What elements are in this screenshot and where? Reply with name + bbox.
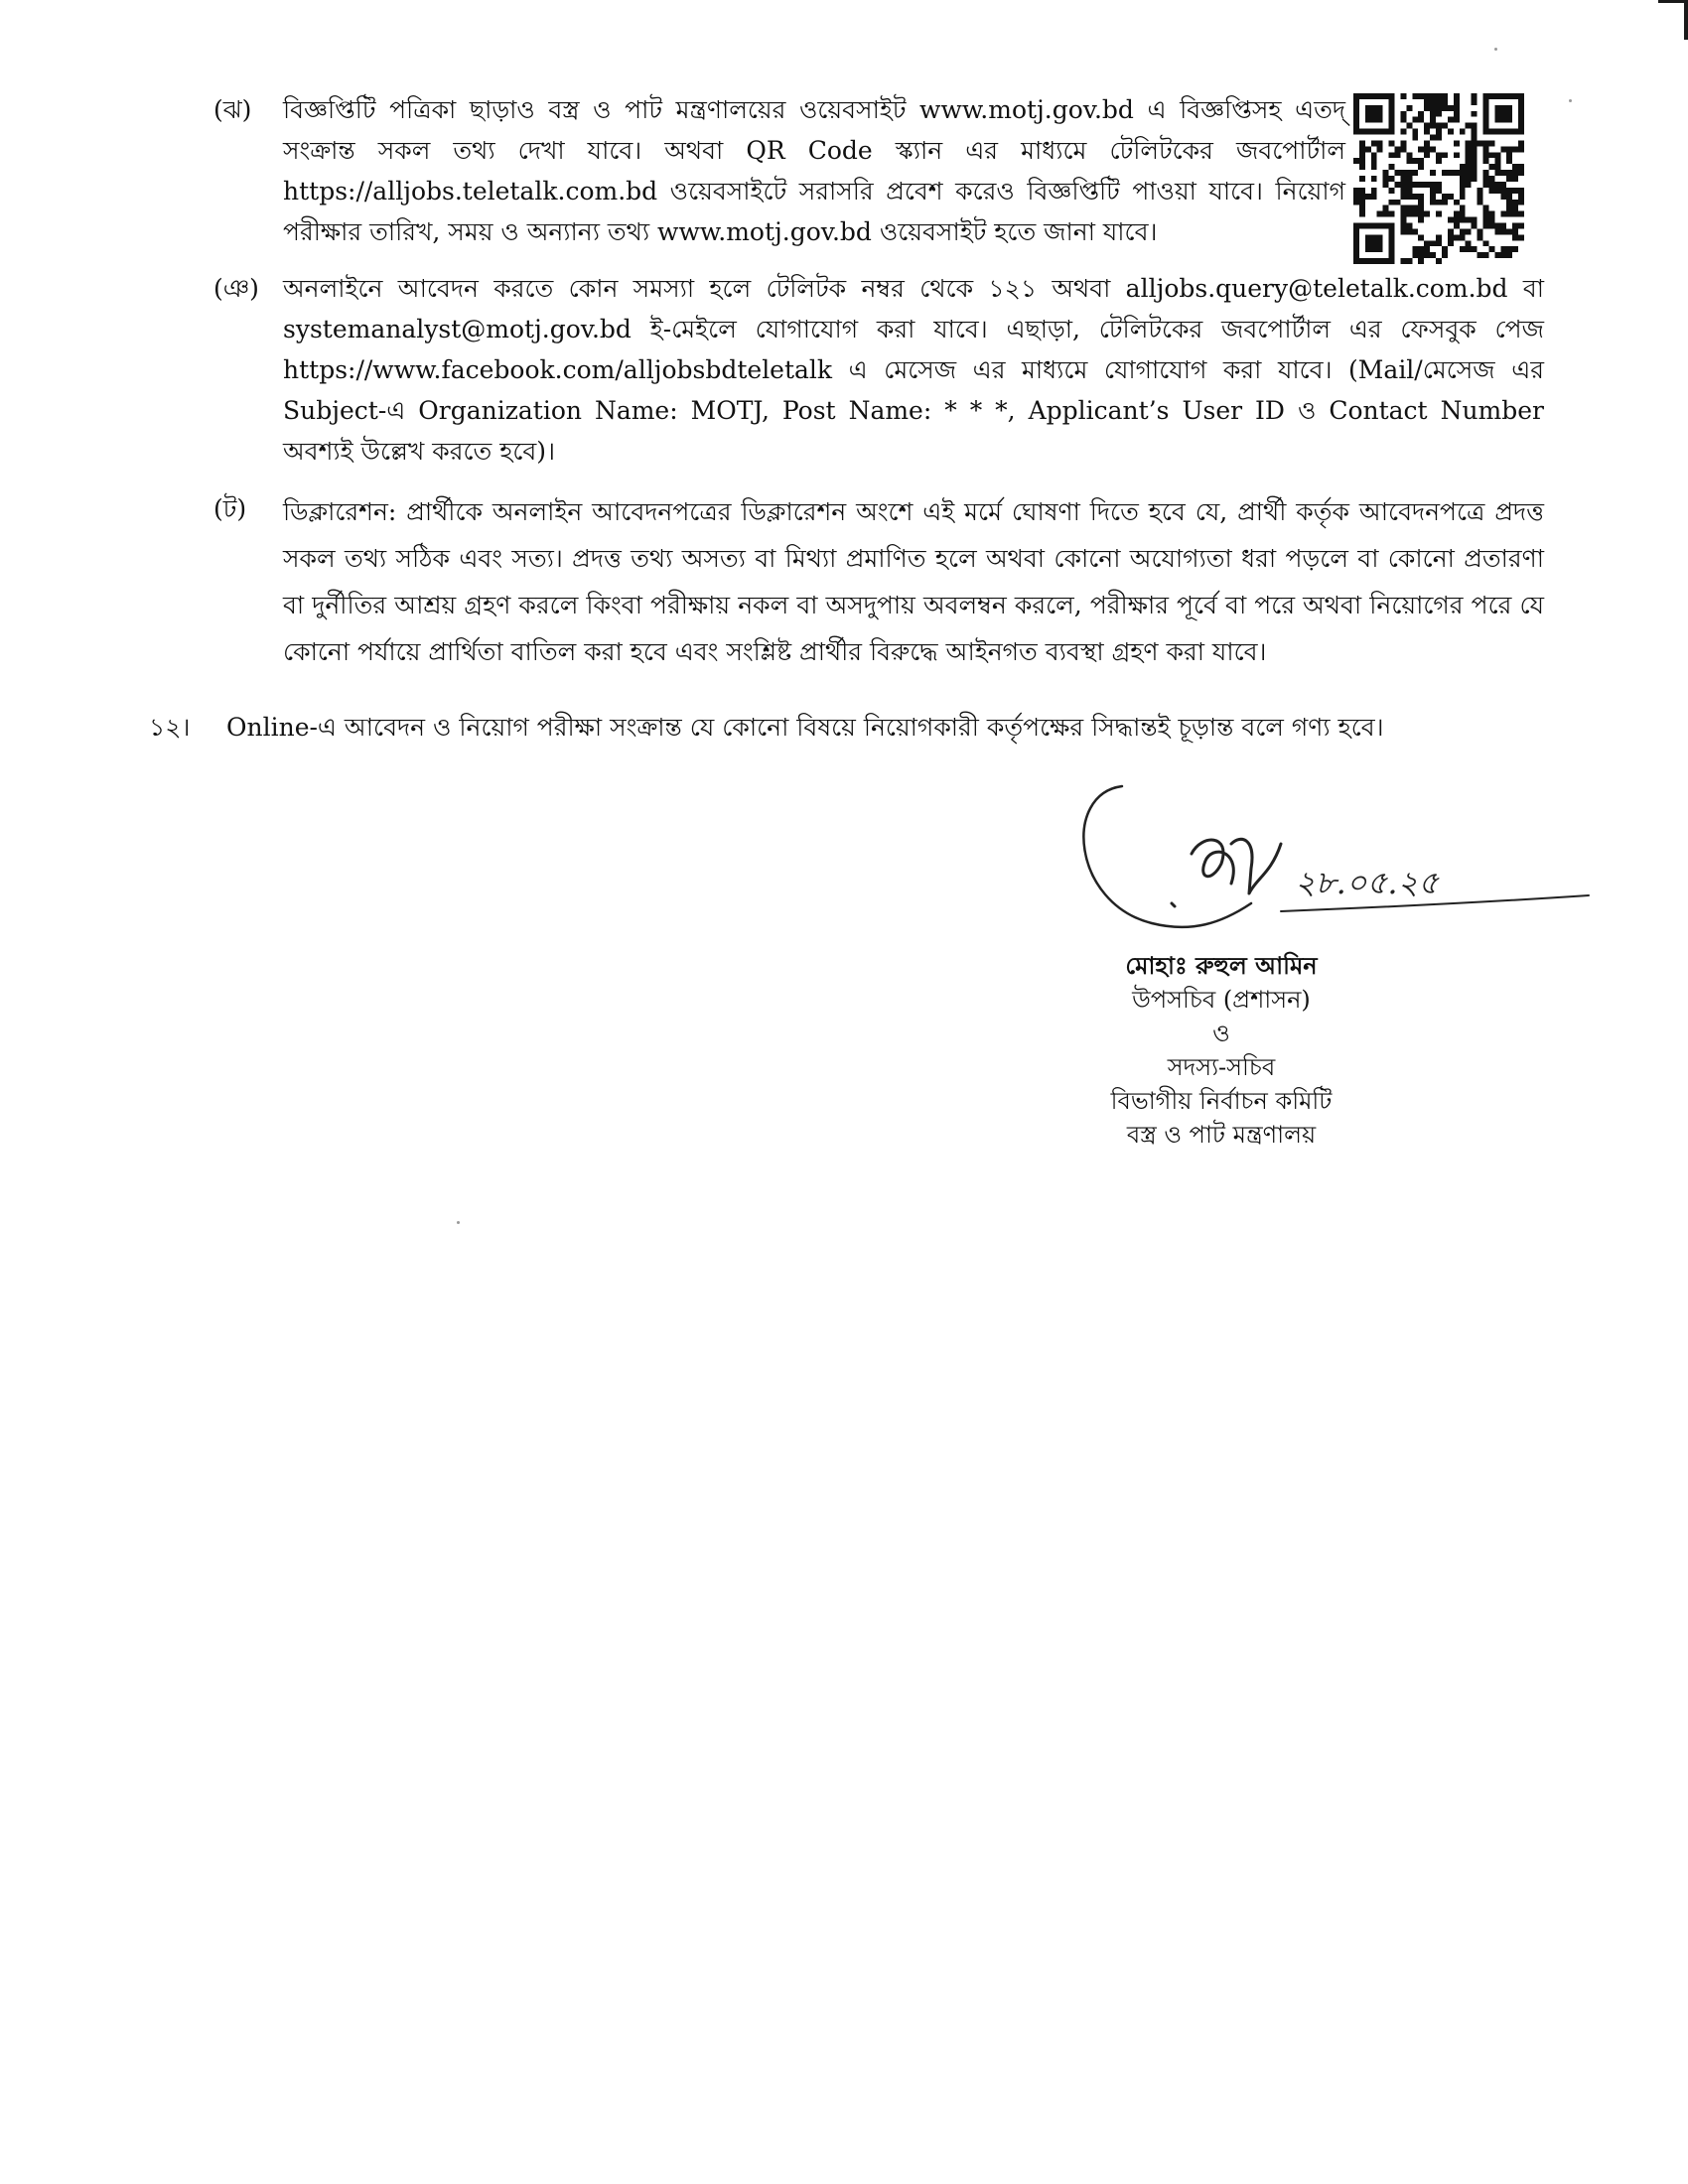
qr-code-image[interactable] <box>1353 93 1524 264</box>
handwritten-signature <box>1082 784 1599 963</box>
item-marker: (ঝ) <box>213 95 252 124</box>
item-marker: (ট) <box>213 494 247 523</box>
page-edge-mark-top <box>1658 0 1688 3</box>
section-text: Online-এ আবেদন ও নিয়োগ পরীক্ষা সংক্রান্ত যে কোনো বিষয়ে নিয়োগকারী কর্তৃপক্ষের সিদ্ধান্তই চূড়ান্ত বলে গণ্য হবে। <box>226 713 1384 742</box>
signatory-name: মোহাঃ রুহুল আমিন <box>1125 951 1318 980</box>
section-12 <box>149 707 1384 748</box>
item-text: বিজ্ঞপ্তিটি পত্রিকা ছাড়াও বস্ত্র ও পাট মন্ত্রণালয়ের ওয়েবসাইট www.motj.gov.bd এ বিজ্ঞপ্তিসহ এতদ্ সংক্রান্ত সকল তথ্য দেখা যাবে। অথবা QR Code স্ক্যান এর মাধ্যমে টেলিটকের জবপোর্টাল https://alljobs.teletalk.com.bd ওয়েবসাইটে সরাসরি প্রবেশ করেও বিজ্ঞপ্তিটি পাওয়া যাবে। নিয়োগ পরীক্ষার তারিখ, সময় ও অন্যান্য তথ্য www.motj.gov.bd ওয়েবসাইট হতে জানা যাবে। <box>283 95 1345 246</box>
scan-speck <box>457 1221 460 1224</box>
page-edge-mark <box>1684 0 1688 40</box>
signatory-designation: উপসচিব (প্রশাসন) <box>1132 986 1311 1014</box>
signature-date: ২৮.০৫.২৫ <box>1295 864 1440 901</box>
item-text: ডিক্লারেশন: প্রার্থীকে অনলাইন আবেদনপত্রের ডিক্লারেশন অংশে এই মর্মে ঘোষণা দিতে হবে যে, প্রার্থী কর্তৃক আবেদনপত্রে প্রদত্ত সকল তথ্য সঠিক এবং সত্য। প্রদত্ত তথ্য অসত্য বা মিথ্যা প্রমাণিত হলে অথবা কোনো অযোগ্যতা ধরা পড়লে বা কোনো প্রতারণা বা দুর্নীতির আশ্রয় গ্রহণ করলে কিংবা পরীক্ষায় নকল বা অসদুপায় অবলম্বন করলে, পরীক্ষার পূর্বে বা পরে অথবা নিয়োগের পরে যে কোনো পর্যায়ে প্রার্থিতা বাতিল করা হবে এবং সংশ্লিষ্ট প্রার্থীর বিরুদ্ধে আইনগত ব্যবস্থা গ্রহণ করা যাবে। <box>283 497 1544 666</box>
notice-item-ta <box>213 488 1544 677</box>
notice-item-nya <box>213 268 1544 472</box>
notice-item-jh <box>213 89 1544 248</box>
section-number: ১২। <box>149 713 191 742</box>
signatory-ministry: বস্ত্র ও পাট মন্ত্রণালয় <box>1126 1121 1317 1149</box>
signatory-conjunction: ও <box>1212 1020 1230 1047</box>
item-marker: (ঞ) <box>213 274 259 303</box>
signatory-committee: বিভাগীয় নির্বাচন কমিটি <box>1110 1087 1333 1115</box>
scan-speck <box>1569 99 1572 102</box>
item-text: অনলাইনে আবেদন করতে কোন সমস্যা হলে টেলিটক নম্বর থেকে ১২১ অথবা alljobs.query@teletalk.com.bd বা systemanalyst@motj.gov.bd ই-মেইলে যোগাযোগ করা যাবে। এছাড়া, টেলিটকের জবপোর্টাল এর ফেসবুক পেজ https://www.facebook.com/alljobsbdteletalk এ মেসেজ এর মাধ্যমে যোগাযোগ করা যাবে। (Mail/মেসেজ এর Subject-এ Organization Name: MOTJ, Post Name: * * *, Applicant’s User ID ও Contact Number অবশ্যই উল্লেখ করতে হবে)। <box>283 274 1544 466</box>
signatory-block <box>1072 949 1370 1152</box>
signatory-role: সদস্য-সচিব <box>1167 1053 1276 1081</box>
scan-speck <box>1494 48 1497 51</box>
